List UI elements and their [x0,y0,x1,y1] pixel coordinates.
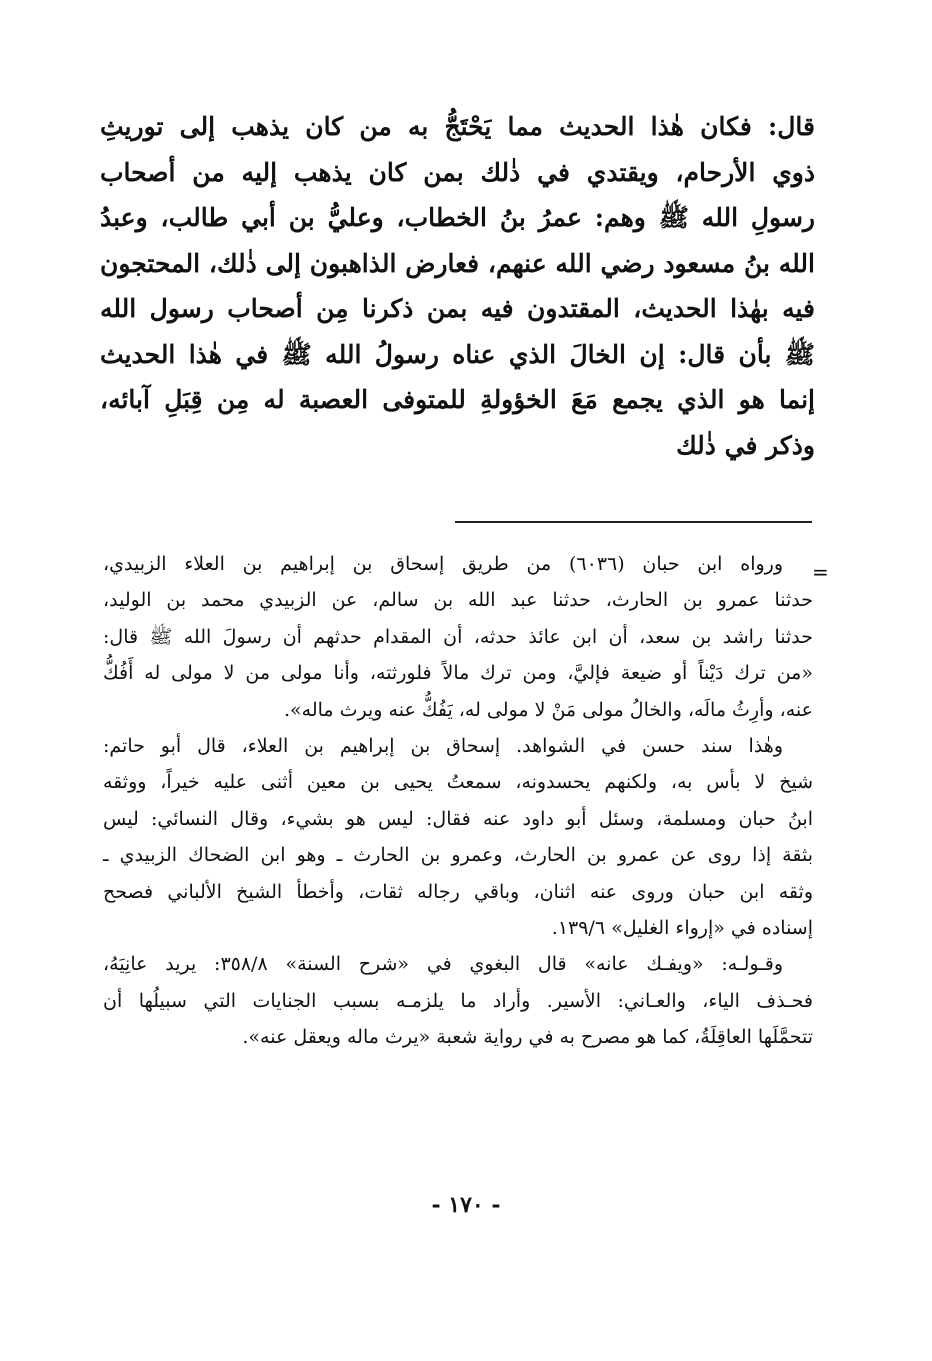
footnote-line: بثقة إذا روى عن عمرو بن الحارث، وعمرو بن الحارث ـ وهو ابن الضحاك الزبيدي ـ [103,844,813,867]
footnote-line: شيخ لا بأس به، ولكنهم يحسدونه، سمعتُ يحيى بن معين أثنى عليه خيراً، ووثقه [103,771,813,794]
page-number: - ١٧٠ - [431,1192,501,1218]
main-text-line: فيه بهٰذا الحديث، المقتدون فيه بمن ذكرنا مِن أصحاب رسول الله [100,294,815,323]
main-text-line: رسولِ الله ﷺ وهم: عمرُ بنُ الخطاب، وعليُّ بن أبي طالب، وعبدُ [100,203,815,232]
footnote-line: عنه، وأرِثُ مالَه، والخالُ مولى مَنْ لا مولى له، يَفُكُّ عنه ويرث ماله». [284,698,813,721]
main-text-line: ذوي الأرحام، ويقتدي في ذٰلك بمن كان يذهب إليه من أصحاب [100,157,815,187]
footnote-line: وقـولـه: «ويفـك عانه» قال البغوي في «شرح السنة» ٣٥٨/٨: يريد عانِيَهُ، [103,953,783,976]
footnote-line: وهٰذا سند حسن في الشواهد. إسحاق بن إبراهيم بن العلاء، قال أبو حاتم: [103,735,783,758]
footnote-line: ورواه ابن حبان (٦٠٣٦) من طريق إسحاق بن إبراهيم بن العلاء الزبيدي، [103,553,784,575]
main-text-line: ﷺ بأن قال: إن الخالَ الذي عناه رسولُ الله ﷺ في هٰذا الحديث [100,339,815,369]
footnote-divider [455,521,812,523]
footnote-line: وثقه ابن حبان وروى عنه اثنان، وباقي رجاله ثقات، وأخطأ الشيخ الألباني فصحح [103,880,813,903]
footnote-line: «من ترك دَيْناً أو ضيعة فإليَّ، ومن ترك مالاً فلورثته، وأنا مولى من لا مولى له أَفُكُّ [103,662,813,685]
footnote-paragraph [103,728,813,946]
footnote-line: حدثنا عمرو بن الحارث، حدثنا عبد الله بن سالم، عن الزبيدي محمد بن الوليد، [103,589,813,612]
footnotes-block [103,546,813,1056]
main-text-line: الله بنُ مسعود رضي الله عنهم، فعارض الذاهبون إلى ذٰلك، المحتجون [100,248,815,278]
footnote-continuation-mark: = [812,560,829,584]
main-text-line: وذكر في ذٰلك [676,430,815,460]
footnote-paragraph [103,946,813,1055]
main-text-line: قال: فكان هٰذا الحديث مما يَحْتَجُّ به من كان يذهب إلى توريثِ [100,112,815,141]
footnote-line: حدثنا راشد بن سعد، أن ابن عائذ حدثه، أن المقدام حدثهم أن رسولَ الله ﷺ قال: [103,625,813,648]
main-text-line: إنما هو الذي يجمع مَعَ الخؤولةِ للمتوفى العصبة له مِن قِبَلِ آبائه، [100,385,815,414]
footnote-line: إسناده في «إرواء الغليل» ١٣٩/٦. [551,917,813,940]
footnote-paragraph [103,546,813,728]
footnote-line: ابنُ حبان ومسلمة، وسئل أبو داود عنه فقال: ليس هو بشيء، وقال النسائي: ليس [103,807,813,830]
main-text-block [100,104,815,468]
footnote-line: فحـذف الياء، والعـاني: الأسير. وأراد ما يلزمـه بسبب الجنايات التي سبيلُها أن [103,989,813,1012]
footnote-line: تتحمَّلَها العاقِلَةُ، كما هو مصرح به في رواية شعبة «يرث ماله ويعقل عنه». [242,1026,813,1049]
